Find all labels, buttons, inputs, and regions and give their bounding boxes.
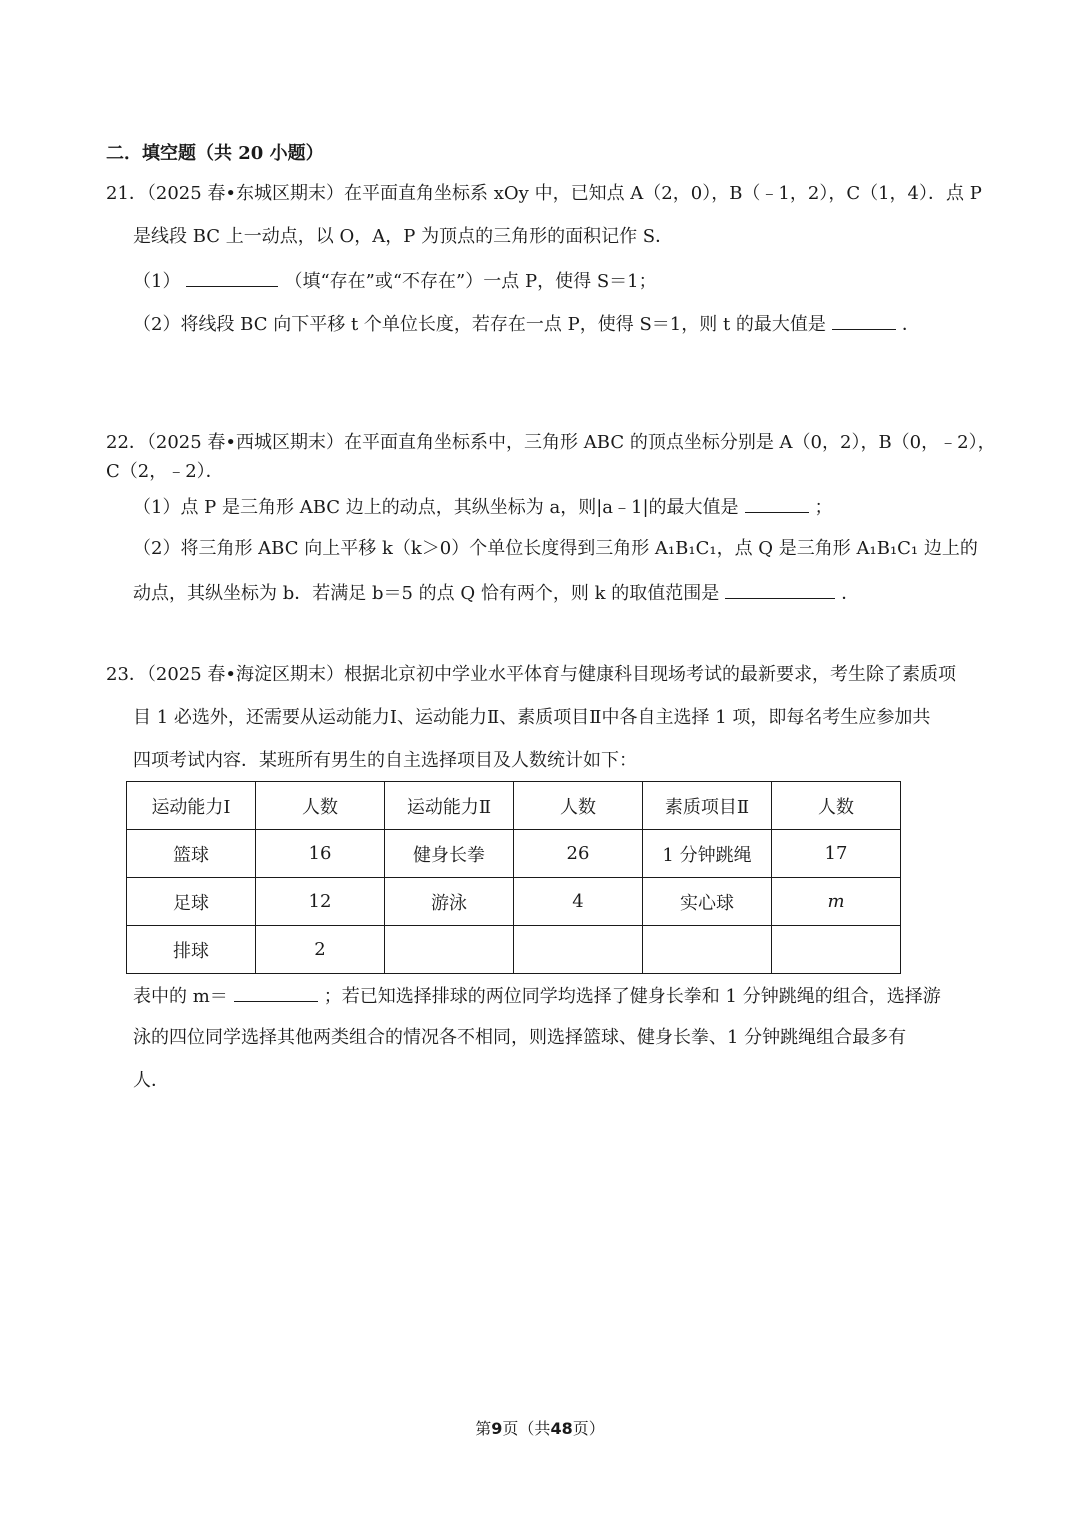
footer-prefix: 第 [475,1419,492,1438]
q22-blank-1[interactable] [745,494,809,513]
table-row [127,926,901,974]
q22-part1-text: （1）点 P 是三角形 ABC 边上的动点，其纵坐标为 a，则|a﹣1|的最大值是 [133,497,739,518]
table-cell: 游泳 [385,878,514,926]
table-cell: 16 [256,830,385,878]
q21-part1-text: （填“存在”或“不存在”）一点 P，使得 S＝1； [284,271,657,292]
q22-part1 [133,494,833,520]
table-header-cell: 人数 [256,782,385,830]
table-cell: 17 [772,830,901,878]
table-cell [643,926,772,974]
q22-part2-end: ． [841,583,860,604]
q23-after-line2: 泳的四位同学选择其他两类组合的情况各不相同，则选择篮球、健身长拳、1 分钟跳绳组合最多有 [133,1027,907,1048]
table-cell: 健身长拳 [385,830,514,878]
table-cell: 实心球 [643,878,772,926]
table-cell: 足球 [127,878,256,926]
table-cell: m [772,878,901,926]
table-cell: 12 [256,878,385,926]
q23-blank-1[interactable] [234,983,318,1002]
table-cell: 篮球 [127,830,256,878]
table-header-cell: 素质项目Ⅱ [643,782,772,830]
table-row [127,878,901,926]
q21-part2-end: ． [901,314,920,335]
q21-part2 [133,311,920,337]
table-cell: 4 [514,878,643,926]
table-header-cell: 人数 [514,782,643,830]
q23-after-text: 表中的 m＝ [133,986,228,1007]
table-row [127,782,901,830]
page-footer [0,1416,1080,1439]
q21-line2: 是线段 BC 上一动点，以 O，A，P 为顶点的三角形的面积记作 S． [133,226,674,247]
footer-total-pages: 48 [550,1419,573,1438]
q23-after-line3: 人． [133,1070,169,1091]
table-cell: 排球 [127,926,256,974]
selection-table [126,781,901,974]
q21-blank-1[interactable] [186,268,278,287]
q22-line1: 22．（2025 春•西城区期末）在平面直角坐标系中，三角形 ABC 的顶点坐标分别是 A（0，2），B（0，﹣2）， [106,432,996,453]
table-header-cell: 人数 [772,782,901,830]
q21-blank-2[interactable] [832,311,896,330]
q21-part2-text: （2）将线段 BC 向下平移 t 个单位长度，若存在一点 P，使得 S＝1，则 t 的最大值是 [133,314,826,335]
q22-part2-line1: （2）将三角形 ABC 向上平移 k（k＞0）个单位长度得到三角形 A₁B₁C₁，点 Q 是三角形 A₁B₁C₁ 边上的 [133,538,978,559]
section-title: 二．填空题（共 20 小题） [106,143,324,164]
table-cell: 26 [514,830,643,878]
q21-part1 [133,268,657,294]
table-cell: 2 [256,926,385,974]
q21-part1-label: （1） [133,271,181,292]
q23-line2: 目 1 必选外，还需要从运动能力Ⅰ、运动能力Ⅱ、素质项目Ⅱ中各自主选择 1 项，即每名考生应参加共 [133,707,931,728]
q22-part1-end: ； [814,497,833,518]
q22-part2-text: 动点，其纵坐标为 b．若满足 b＝5 的点 Q 恰有两个，则 k 的取值范围是 [133,583,720,604]
q22-part2-line2 [133,580,859,606]
q22-blank-2[interactable] [725,580,835,599]
q23-after-rest: ；若已知选择排球的两位同学均选择了健身长拳和 1 分钟跳绳的组合，选择游 [323,986,941,1007]
q22-line2: C（2，﹣2）． [106,461,224,482]
table-header-cell: 运动能力Ⅰ [127,782,256,830]
footer-mid: 页（共 [502,1419,551,1438]
table-cell [514,926,643,974]
table-row [127,830,901,878]
q23-line1: 23．（2025 春•海淀区期末）根据北京初中学业水平体育与健康科目现场考试的最新要求，考生除了素质项 [106,664,957,685]
q23-after-line1 [133,983,941,1009]
table-cell [385,926,514,974]
table-cell [772,926,901,974]
table-header-cell: 运动能力Ⅱ [385,782,514,830]
q23-line3: 四项考试内容．某班所有男生的自主选择项目及人数统计如下： [133,750,637,771]
q21-line1: 21．（2025 春•东城区期末）在平面直角坐标系 xOy 中，已知点 A（2，0），B（﹣1，2），C（1，4）．点 P [106,183,982,204]
table-cell: 1 分钟跳绳 [643,830,772,878]
footer-page-number: 9 [491,1419,503,1438]
footer-suffix: 页） [572,1419,605,1438]
